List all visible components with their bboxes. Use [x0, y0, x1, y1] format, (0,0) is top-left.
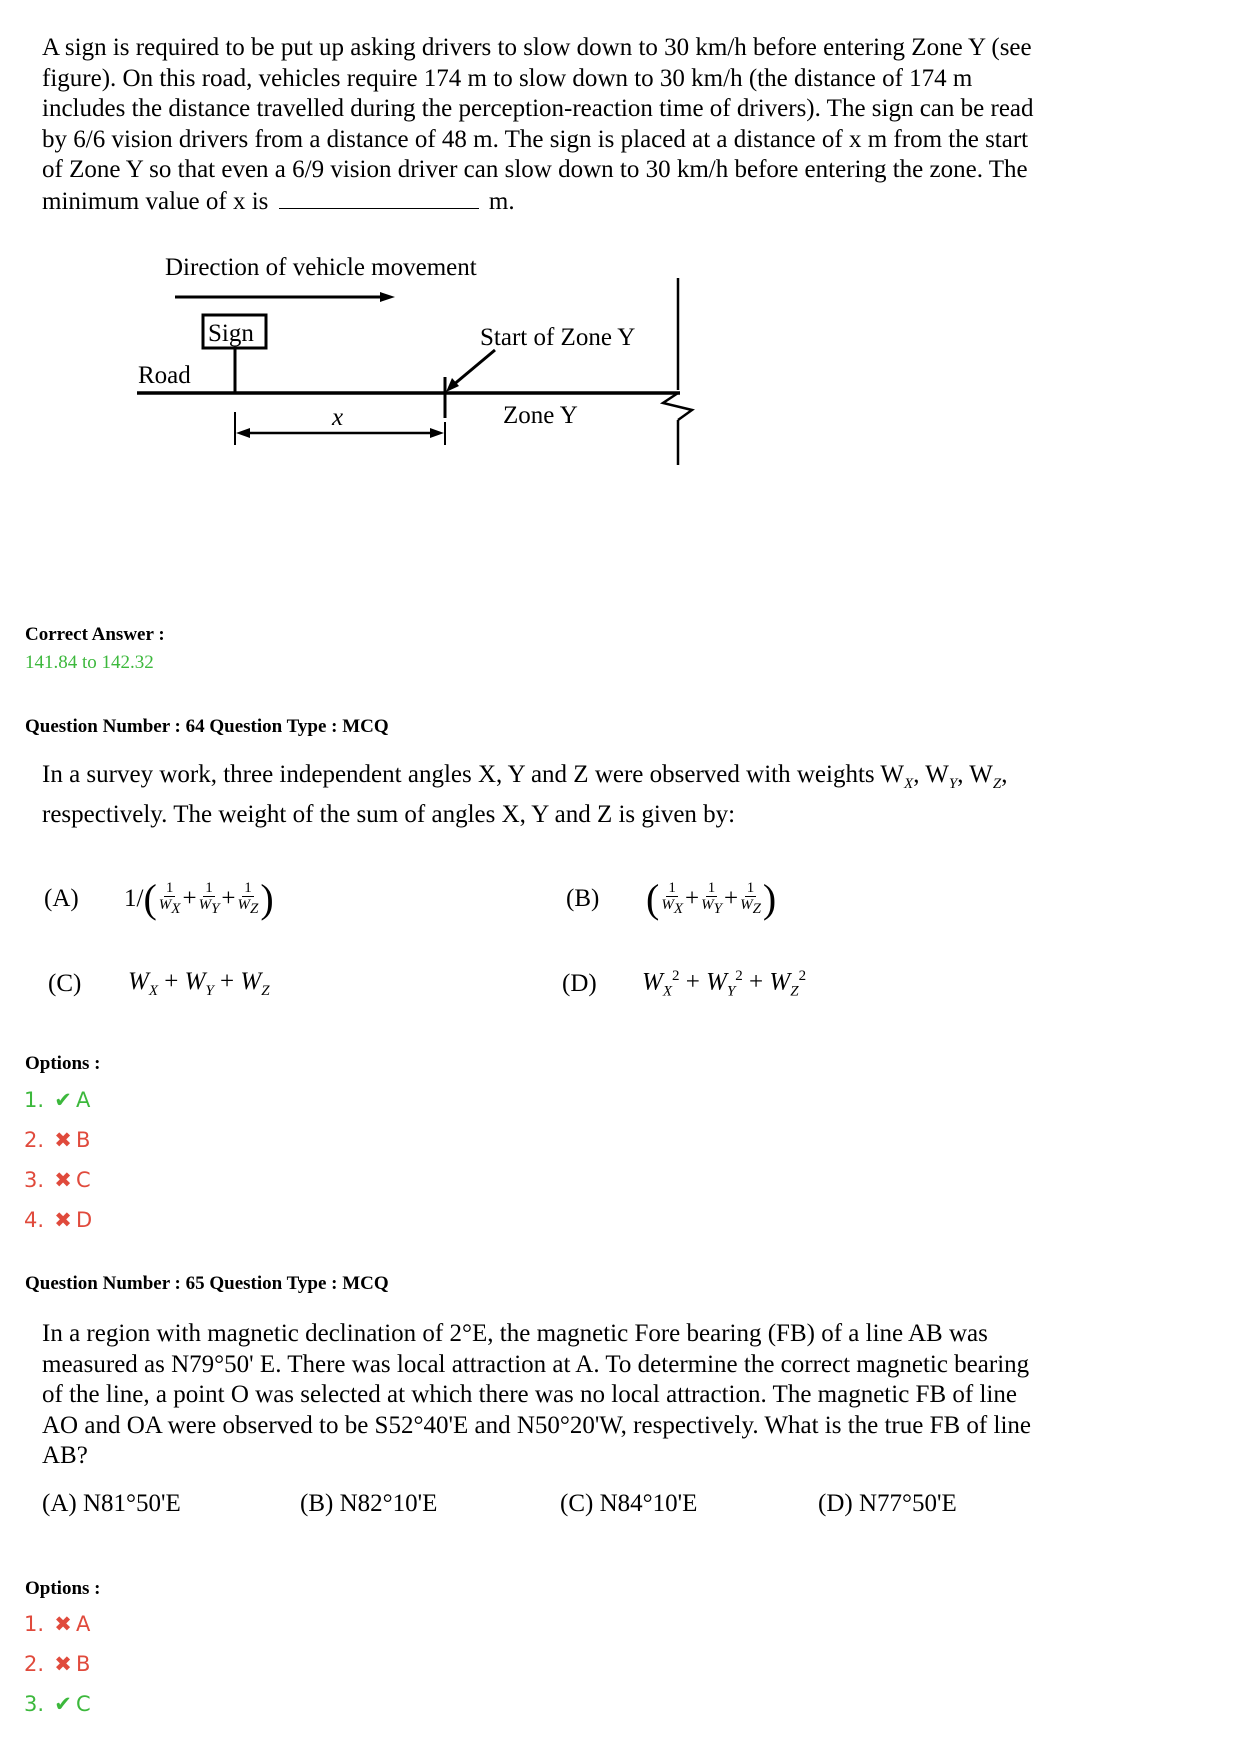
- q64-header: Question Number : 64 Question Type : MCQ: [25, 716, 389, 737]
- q64-line-1: In a survey work, three independent angles X, Y and Z were observed with weights $W_X$, $W_Y$, $W_Z$,: [42, 761, 1008, 792]
- q64-option-a: (A) 1/ ( $\frac{1}{W_X}$ + $\frac{1}{W_Y}$ + $\frac{1}{W_Z}$ ): [44, 875, 274, 921]
- cross-icon: ✖: [54, 1208, 72, 1232]
- q63-line-4: by 6/6 vision drivers from a distance of 48 m. The sign is placed at a distance of x m from the start: [42, 125, 1029, 153]
- cross-icon: ✖: [54, 1612, 72, 1636]
- check-icon: ✔: [54, 1088, 72, 1112]
- q65-option-b: (B) N82°10'E: [300, 1490, 438, 1517]
- q64-option-a-label: (A): [44, 884, 79, 912]
- q64-line-2: respectively. The weight of the sum of angles X, Y and Z is given by:: [42, 800, 736, 828]
- x-label: x: [332, 404, 344, 431]
- q65-option-row-1: 1. ✖ A: [24, 1612, 91, 1636]
- q64-options-label: Options :: [25, 1053, 101, 1074]
- q64-option-row-1: 1. ✔ A: [24, 1088, 91, 1112]
- q63-line-6a: minimum value of x is: [42, 187, 269, 215]
- q64-option-row-2: 2. ✖ B: [24, 1128, 91, 1152]
- q65-line-2: measured as N79°50' E. There was local attraction at A. To determine the correct magnetic bearing: [42, 1350, 1030, 1378]
- q65-line-5: AB?: [42, 1442, 88, 1469]
- q63-text: [42, 33, 1122, 217]
- q63-line-2: figure). On this road, vehicles require 174 m to slow down to 30 km/h (the distance of 174 m: [42, 64, 973, 92]
- zone-start-label: Start of Zone Y: [480, 324, 636, 351]
- road-label: Road: [138, 362, 191, 389]
- correct-answer-label: Correct Answer :: [25, 624, 165, 645]
- q65-option-c: (C) N84°10'E: [560, 1490, 698, 1517]
- q63-line-6b: m.: [488, 187, 515, 215]
- q64-option-c: (C) $W_X + W_Y + W_Z$: [48, 968, 270, 999]
- q63-line-6: [42, 186, 1122, 218]
- sign-label: Sign: [208, 320, 254, 347]
- road-sign-figure: [0, 240, 760, 480]
- direction-label: Direction of vehicle movement: [165, 254, 477, 281]
- q63-line-1: A sign is required to be put up asking drivers to slow down to 30 km/h before entering Zone Y (see: [42, 34, 1032, 61]
- cross-icon: ✖: [54, 1128, 72, 1152]
- answer-blank: [279, 186, 479, 209]
- q65-option-row-2: 2. ✖ B: [24, 1652, 91, 1676]
- q64-option-b-label: (B): [566, 884, 600, 912]
- cross-icon: ✖: [54, 1168, 72, 1192]
- zone-start-pointer: [446, 350, 495, 392]
- zone-label: Zone Y: [503, 402, 578, 429]
- q64-option-d-label: (D): [562, 970, 597, 998]
- q65-option-a: (A) N81°50'E: [42, 1490, 181, 1517]
- q63-line-5: of Zone Y so that even a 6/9 vision driver can slow down to 30 km/h before entering the zone. The: [42, 156, 1028, 183]
- q65-option-list: [24, 1604, 91, 1724]
- q65-line-1: In a region with magnetic declination of 2°E, the magnetic Fore bearing (FB) of a line AB was: [42, 1320, 988, 1347]
- direction-arrow: [175, 292, 395, 302]
- cross-icon: ✖: [54, 1652, 72, 1676]
- q65-header: Question Number : 65 Question Type : MCQ: [25, 1273, 389, 1294]
- q64-option-row-4: 4. ✖ D: [24, 1208, 93, 1232]
- q64-option-c-label: (C): [48, 970, 82, 997]
- check-icon: ✔: [54, 1692, 72, 1716]
- zone-boundary-break: [663, 278, 692, 465]
- q64-option-b: (B) ( $\frac{1}{W_X}$ + $\frac{1}{W_Y}$ + $\frac{1}{W_Z}$ ): [566, 875, 777, 921]
- q65-options-label: Options :: [25, 1578, 101, 1599]
- q64-option-row-3: 3. ✖ C: [24, 1168, 91, 1192]
- q65-option-row-3: 3. ✔ C: [24, 1692, 91, 1716]
- q64-text: [42, 760, 1122, 830]
- q65-option-d: (D) N77°50'E: [818, 1490, 957, 1517]
- q63-line-3: includes the distance travelled during the perception-reaction time of drivers). The sign can be read: [42, 95, 1034, 122]
- q65-line-4: AO and OA were observed to be S52°40'E and N50°20'W, respectively. What is the true FB of line: [42, 1411, 1031, 1439]
- q65-line-3: of the line, a point O was selected at which there was no local attraction. The magnetic FB of line: [42, 1381, 1017, 1408]
- q65-text: [42, 1319, 1122, 1472]
- correct-answer-value: 141.84 to 142.32: [25, 652, 154, 673]
- q64-option-list: [24, 1080, 92, 1240]
- q64-option-d: (D) $W_X^2 + W_Y^2 + W_Z^2$: [562, 968, 807, 1000]
